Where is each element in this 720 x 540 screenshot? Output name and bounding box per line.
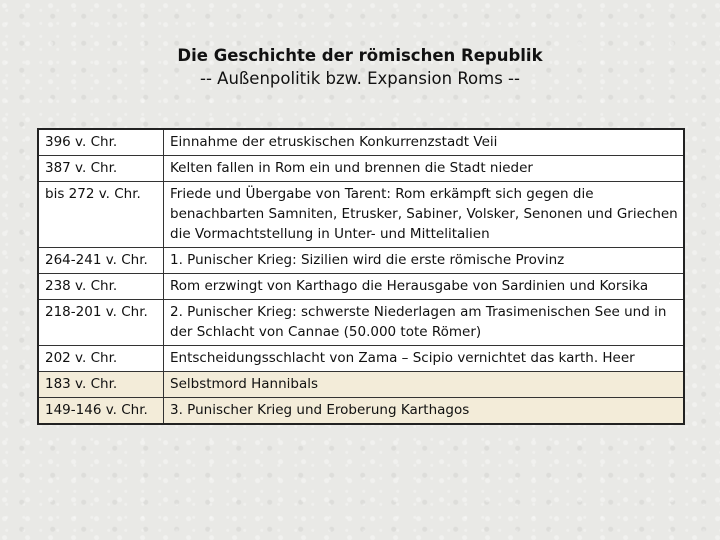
date-cell: 396 v. Chr. — [38, 129, 164, 156]
date-cell: 264-241 v. Chr. — [38, 248, 164, 274]
events-table — [37, 128, 685, 425]
event-cell: Selbstmord Hannibals — [164, 372, 685, 398]
date-cell: bis 272 v. Chr. — [38, 182, 164, 248]
date-cell: 387 v. Chr. — [38, 156, 164, 182]
event-cell: 1. Punischer Krieg: Sizilien wird die erste römische Provinz — [164, 248, 685, 274]
table-row — [38, 372, 684, 398]
title-line-1: Die Geschichte der römischen Republik — [177, 46, 543, 65]
date-cell: 218-201 v. Chr. — [38, 300, 164, 346]
event-cell: 2. Punischer Krieg: schwerste Niederlagen am Trasimenischen See und in der Schlacht von Cannae (50.000 tote Römer) — [164, 300, 685, 346]
date-cell: 149-146 v. Chr. — [38, 398, 164, 425]
date-cell: 183 v. Chr. — [38, 372, 164, 398]
table-row — [38, 300, 684, 346]
table-row — [38, 156, 684, 182]
event-cell: Einnahme der etruskischen Konkurrenzstadt Veii — [164, 129, 685, 156]
event-cell: Entscheidungsschlacht von Zama – Scipio vernichtet das karth. Heer — [164, 346, 685, 372]
date-cell: 238 v. Chr. — [38, 274, 164, 300]
table-row — [38, 346, 684, 372]
date-cell: 202 v. Chr. — [38, 346, 164, 372]
table-row — [38, 182, 684, 248]
table-row — [38, 129, 684, 156]
table-row — [38, 274, 684, 300]
event-cell: Kelten fallen in Rom ein und brennen die Stadt nieder — [164, 156, 685, 182]
title-line-2: -- Außenpolitik bzw. Expansion Roms -- — [200, 69, 520, 88]
event-cell: Rom erzwingt von Karthago die Herausgabe von Sardinien und Korsika — [164, 274, 685, 300]
table-row — [38, 248, 684, 274]
slide-title — [0, 44, 720, 90]
event-cell: Friede und Übergabe von Tarent: Rom erkämpft sich gegen die benachbarten Samniten, Etrusker, Sabiner, Volsker, Senonen und Griechen die Vormachtstellung in Unter- und Mittelitalien — [164, 182, 685, 248]
event-cell: 3. Punischer Krieg und Eroberung Karthagos — [164, 398, 685, 425]
table-row — [38, 398, 684, 425]
